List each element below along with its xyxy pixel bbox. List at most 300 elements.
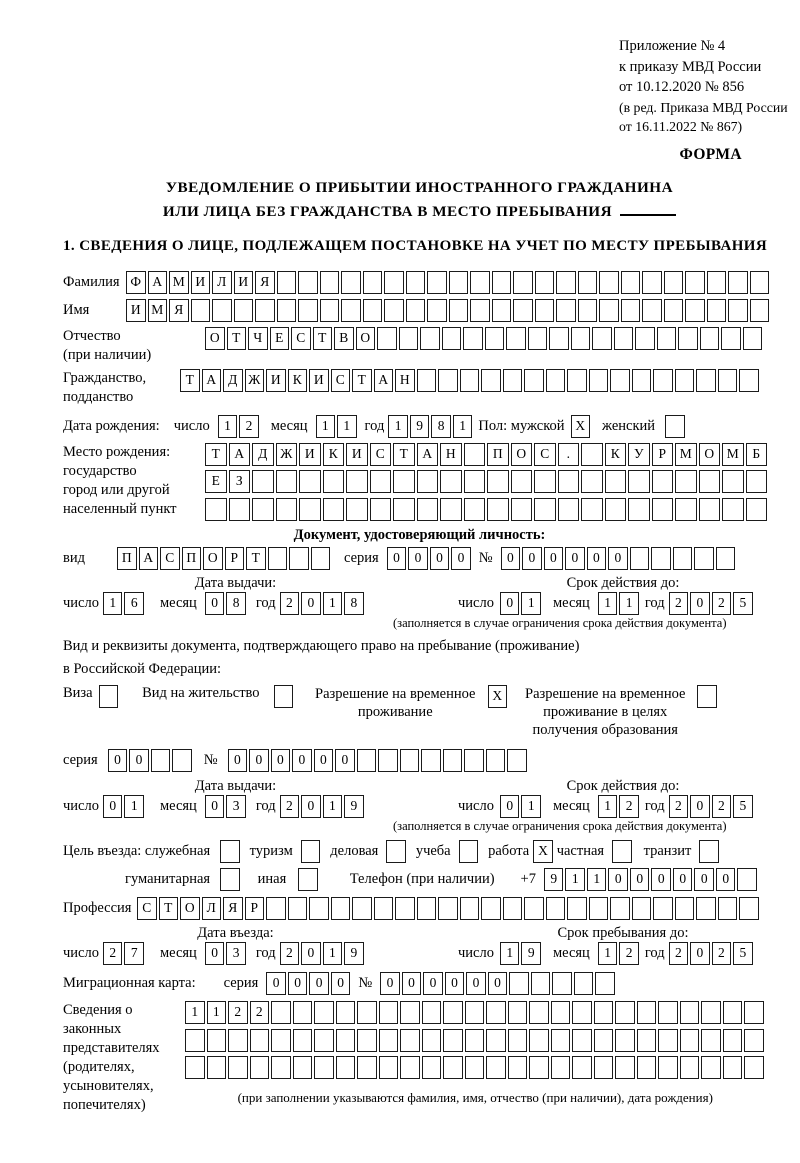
birthplace-row-1-cell-7[interactable]: И: [346, 443, 368, 466]
citizenship-cell-20[interactable]: [589, 369, 609, 392]
permit-valid-day-cell-2[interactable]: 1: [521, 795, 541, 818]
representatives-row-1-cell-20[interactable]: [594, 1001, 614, 1024]
representatives-row-2-cell-2[interactable]: [207, 1029, 227, 1052]
doc-valid-year-cell-3[interactable]: 2: [712, 592, 732, 615]
patronymic-cell-18[interactable]: [571, 327, 591, 350]
doc-type-cell-9[interactable]: [289, 547, 309, 570]
doc-type-cell-10[interactable]: [311, 547, 331, 570]
patronymic-cell-26[interactable]: [743, 327, 763, 350]
patronymic-cell-16[interactable]: [528, 327, 548, 350]
representatives-row-1-cell-4[interactable]: 2: [250, 1001, 270, 1024]
surname-cell-4[interactable]: И: [191, 271, 211, 294]
migration-number-cell-11[interactable]: [595, 972, 615, 995]
migration-number-cell-2[interactable]: 0: [402, 972, 422, 995]
firstname-cell-6[interactable]: [234, 299, 254, 322]
surname-cell-22[interactable]: [578, 271, 598, 294]
representatives-row-3-cell-25[interactable]: [701, 1056, 721, 1079]
birthplace-row-2-cell-11[interactable]: [440, 470, 462, 493]
birthplace-row-3-cell-1[interactable]: [205, 498, 227, 521]
doc-series-cell-1[interactable]: 0: [387, 547, 407, 570]
doc-valid-month-cell-1[interactable]: 1: [598, 592, 618, 615]
representatives-row-3-cell-14[interactable]: [465, 1056, 485, 1079]
phone-number-cell-8[interactable]: 0: [694, 868, 714, 891]
birthplace-row-3-cell-12[interactable]: [464, 498, 486, 521]
representatives-row-3-cell-4[interactable]: [250, 1056, 270, 1079]
citizenship-cell-1[interactable]: Т: [180, 369, 200, 392]
temp-residence-edu-checkbox[interactable]: [697, 685, 717, 708]
representatives-row-2-cell-13[interactable]: [443, 1029, 463, 1052]
representatives-row-2-cell-26[interactable]: [723, 1029, 743, 1052]
representatives-row-3-cell-15[interactable]: [486, 1056, 506, 1079]
birthplace-row-3-cell-4[interactable]: [276, 498, 298, 521]
migration-number-cell-1[interactable]: 0: [380, 972, 400, 995]
surname-cell-6[interactable]: И: [234, 271, 254, 294]
doc-issue-year-cell-2[interactable]: 0: [301, 592, 321, 615]
birthplace-row-3-cell-14[interactable]: [511, 498, 533, 521]
phone-number-cell-6[interactable]: 0: [651, 868, 671, 891]
permit-valid-year-cell-2[interactable]: 0: [690, 795, 710, 818]
firstname-cell-14[interactable]: [406, 299, 426, 322]
representatives-row-2-cell-11[interactable]: [400, 1029, 420, 1052]
surname-cell-28[interactable]: [707, 271, 727, 294]
phone-number-cell-5[interactable]: 0: [630, 868, 650, 891]
surname-cell-29[interactable]: [728, 271, 748, 294]
birthplace-row-3-cell-9[interactable]: [393, 498, 415, 521]
birthplace-row-3-cell-2[interactable]: [229, 498, 251, 521]
migration-series-cell-3[interactable]: 0: [309, 972, 329, 995]
phone-number-cell-3[interactable]: 1: [587, 868, 607, 891]
firstname-cell-22[interactable]: [578, 299, 598, 322]
profession-cell-27[interactable]: [696, 897, 716, 920]
surname-cell-30[interactable]: [750, 271, 770, 294]
patronymic-cell-25[interactable]: [721, 327, 741, 350]
permit-issue-month-cell-2[interactable]: 3: [226, 795, 246, 818]
profession-cell-11[interactable]: [352, 897, 372, 920]
representatives-row-1-cell-23[interactable]: [658, 1001, 678, 1024]
permit-number-cell-4[interactable]: 0: [292, 749, 312, 772]
birthplace-row-2-cell-12[interactable]: [464, 470, 486, 493]
profession-cell-5[interactable]: Я: [223, 897, 243, 920]
birthplace-row-2-cell-23[interactable]: [722, 470, 744, 493]
doc-type-cell-8[interactable]: [268, 547, 288, 570]
migration-number-cell-10[interactable]: [574, 972, 594, 995]
representatives-row-1-cell-5[interactable]: [271, 1001, 291, 1024]
representatives-row-1-cell-1[interactable]: 1: [185, 1001, 205, 1024]
profession-cell-28[interactable]: [718, 897, 738, 920]
permit-number-cell-13[interactable]: [486, 749, 506, 772]
birthplace-row-2-cell-2[interactable]: З: [229, 470, 251, 493]
representatives-row-1-cell-16[interactable]: [508, 1001, 528, 1024]
surname-cell-11[interactable]: [341, 271, 361, 294]
doc-number-cell-2[interactable]: 0: [522, 547, 542, 570]
representatives-row-2-cell-19[interactable]: [572, 1029, 592, 1052]
firstname-cell-7[interactable]: [255, 299, 275, 322]
permit-number-cell-7[interactable]: [357, 749, 377, 772]
representatives-row-3-cell-17[interactable]: [529, 1056, 549, 1079]
birthplace-row-2-cell-24[interactable]: [746, 470, 768, 493]
firstname-cell-28[interactable]: [707, 299, 727, 322]
representatives-row-3-cell-16[interactable]: [508, 1056, 528, 1079]
birthplace-row-1-cell-16[interactable]: .: [558, 443, 580, 466]
permit-number-cell-10[interactable]: [421, 749, 441, 772]
representatives-row-2-cell-27[interactable]: [744, 1029, 764, 1052]
birth-year-cell-1[interactable]: 1: [388, 415, 408, 438]
surname-cell-12[interactable]: [363, 271, 383, 294]
surname-cell-24[interactable]: [621, 271, 641, 294]
citizenship-cell-21[interactable]: [610, 369, 630, 392]
profession-cell-7[interactable]: [266, 897, 286, 920]
doc-number-cell-5[interactable]: 0: [587, 547, 607, 570]
doc-issue-day-cell-2[interactable]: 6: [124, 592, 144, 615]
profession-cell-24[interactable]: [632, 897, 652, 920]
doc-valid-month-cell-2[interactable]: 1: [619, 592, 639, 615]
birthplace-row-1-cell-20[interactable]: Р: [652, 443, 674, 466]
representatives-row-1-cell-21[interactable]: [615, 1001, 635, 1024]
doc-number-cell-10[interactable]: [694, 547, 714, 570]
representatives-row-2-cell-25[interactable]: [701, 1029, 721, 1052]
citizenship-cell-25[interactable]: [696, 369, 716, 392]
surname-cell-26[interactable]: [664, 271, 684, 294]
stay-day-cell-1[interactable]: 1: [500, 942, 520, 965]
residence-permit-checkbox[interactable]: [274, 685, 294, 708]
birthplace-row-1-cell-3[interactable]: Д: [252, 443, 274, 466]
birthplace-row-3-cell-23[interactable]: [722, 498, 744, 521]
representatives-row-2-cell-17[interactable]: [529, 1029, 549, 1052]
doc-type-cell-7[interactable]: Т: [246, 547, 266, 570]
doc-type-cell-2[interactable]: А: [139, 547, 159, 570]
doc-type-cell-4[interactable]: П: [182, 547, 202, 570]
patronymic-cell-1[interactable]: О: [205, 327, 225, 350]
firstname-cell-2[interactable]: М: [148, 299, 168, 322]
birthplace-row-2-cell-14[interactable]: [511, 470, 533, 493]
permit-series-cell-3[interactable]: [151, 749, 171, 772]
profession-cell-10[interactable]: [331, 897, 351, 920]
permit-issue-month-cell-1[interactable]: 0: [205, 795, 225, 818]
permit-number-cell-11[interactable]: [443, 749, 463, 772]
doc-number-cell-9[interactable]: [673, 547, 693, 570]
firstname-cell-29[interactable]: [728, 299, 748, 322]
representatives-row-2-cell-12[interactable]: [422, 1029, 442, 1052]
profession-cell-20[interactable]: [546, 897, 566, 920]
representatives-row-2-cell-22[interactable]: [637, 1029, 657, 1052]
representatives-row-2-cell-18[interactable]: [551, 1029, 571, 1052]
citizenship-cell-16[interactable]: [503, 369, 523, 392]
representatives-row-2-cell-10[interactable]: [379, 1029, 399, 1052]
citizenship-cell-4[interactable]: Ж: [245, 369, 265, 392]
citizenship-cell-19[interactable]: [567, 369, 587, 392]
representatives-row-1-cell-3[interactable]: 2: [228, 1001, 248, 1024]
profession-cell-14[interactable]: [417, 897, 437, 920]
birthplace-row-3-cell-20[interactable]: [652, 498, 674, 521]
temp-residence-checkbox[interactable]: X: [488, 685, 508, 708]
patronymic-cell-24[interactable]: [700, 327, 720, 350]
surname-cell-3[interactable]: М: [169, 271, 189, 294]
birthplace-row-2-cell-13[interactable]: [487, 470, 509, 493]
birthplace-row-1-cell-24[interactable]: Б: [746, 443, 768, 466]
migration-number-cell-6[interactable]: 0: [488, 972, 508, 995]
birthplace-row-3-cell-13[interactable]: [487, 498, 509, 521]
stay-year-cell-2[interactable]: 0: [690, 942, 710, 965]
permit-valid-year-cell-3[interactable]: 2: [712, 795, 732, 818]
representatives-row-3-cell-1[interactable]: [185, 1056, 205, 1079]
doc-issue-day-cell-1[interactable]: 1: [103, 592, 123, 615]
permit-issue-day-cell-2[interactable]: 1: [124, 795, 144, 818]
birthplace-row-1-cell-13[interactable]: П: [487, 443, 509, 466]
firstname-cell-18[interactable]: [492, 299, 512, 322]
citizenship-cell-18[interactable]: [546, 369, 566, 392]
doc-issue-month-cell-2[interactable]: 8: [226, 592, 246, 615]
citizenship-cell-7[interactable]: И: [309, 369, 329, 392]
doc-valid-day-cell-1[interactable]: 0: [500, 592, 520, 615]
birthplace-row-3-cell-22[interactable]: [699, 498, 721, 521]
migration-series-cell-1[interactable]: 0: [266, 972, 286, 995]
doc-series-cell-2[interactable]: 0: [408, 547, 428, 570]
firstname-cell-8[interactable]: [277, 299, 297, 322]
profession-cell-2[interactable]: Т: [159, 897, 179, 920]
representatives-row-2-cell-14[interactable]: [465, 1029, 485, 1052]
surname-cell-19[interactable]: [513, 271, 533, 294]
birthplace-row-3-cell-5[interactable]: [299, 498, 321, 521]
citizenship-cell-2[interactable]: А: [202, 369, 222, 392]
birthplace-row-2-cell-17[interactable]: [581, 470, 603, 493]
representatives-row-2-cell-20[interactable]: [594, 1029, 614, 1052]
birthplace-row-1-cell-21[interactable]: М: [675, 443, 697, 466]
representatives-row-1-cell-6[interactable]: [293, 1001, 313, 1024]
citizenship-cell-10[interactable]: А: [374, 369, 394, 392]
stay-day-cell-2[interactable]: 9: [521, 942, 541, 965]
entry-year-cell-4[interactable]: 9: [344, 942, 364, 965]
representatives-row-1-cell-11[interactable]: [400, 1001, 420, 1024]
doc-valid-day-cell-2[interactable]: 1: [521, 592, 541, 615]
firstname-cell-16[interactable]: [449, 299, 469, 322]
doc-issue-month-cell-1[interactable]: 0: [205, 592, 225, 615]
representatives-row-1-cell-26[interactable]: [723, 1001, 743, 1024]
doc-number-cell-6[interactable]: 0: [608, 547, 628, 570]
representatives-row-3-cell-13[interactable]: [443, 1056, 463, 1079]
representatives-row-2-cell-3[interactable]: [228, 1029, 248, 1052]
permit-valid-month-cell-2[interactable]: 2: [619, 795, 639, 818]
profession-cell-3[interactable]: О: [180, 897, 200, 920]
surname-cell-25[interactable]: [642, 271, 662, 294]
citizenship-cell-24[interactable]: [675, 369, 695, 392]
representatives-row-2-cell-1[interactable]: [185, 1029, 205, 1052]
representatives-row-1-cell-24[interactable]: [680, 1001, 700, 1024]
doc-series-cell-3[interactable]: 0: [430, 547, 450, 570]
surname-cell-16[interactable]: [449, 271, 469, 294]
migration-number-cell-8[interactable]: [531, 972, 551, 995]
representatives-row-3-cell-12[interactable]: [422, 1056, 442, 1079]
birthplace-row-1-cell-14[interactable]: О: [511, 443, 533, 466]
doc-type-cell-6[interactable]: Р: [225, 547, 245, 570]
representatives-row-3-cell-21[interactable]: [615, 1056, 635, 1079]
stay-year-cell-1[interactable]: 2: [669, 942, 689, 965]
profession-cell-4[interactable]: Л: [202, 897, 222, 920]
patronymic-cell-6[interactable]: Т: [313, 327, 333, 350]
profession-cell-22[interactable]: [589, 897, 609, 920]
patronymic-cell-7[interactable]: В: [334, 327, 354, 350]
surname-cell-2[interactable]: А: [148, 271, 168, 294]
representatives-row-1-cell-9[interactable]: [357, 1001, 377, 1024]
representatives-row-3-cell-11[interactable]: [400, 1056, 420, 1079]
profession-cell-9[interactable]: [309, 897, 329, 920]
permit-number-cell-14[interactable]: [507, 749, 527, 772]
surname-cell-5[interactable]: Л: [212, 271, 232, 294]
migration-number-cell-3[interactable]: 0: [423, 972, 443, 995]
birthplace-row-2-cell-22[interactable]: [699, 470, 721, 493]
citizenship-cell-17[interactable]: [524, 369, 544, 392]
patronymic-cell-22[interactable]: [657, 327, 677, 350]
migration-number-cell-4[interactable]: 0: [445, 972, 465, 995]
representatives-row-3-cell-9[interactable]: [357, 1056, 377, 1079]
gender-male-checkbox[interactable]: X: [571, 415, 591, 438]
firstname-cell-15[interactable]: [427, 299, 447, 322]
patronymic-cell-10[interactable]: [399, 327, 419, 350]
representatives-row-3-cell-8[interactable]: [336, 1056, 356, 1079]
firstname-cell-23[interactable]: [599, 299, 619, 322]
patronymic-cell-4[interactable]: Е: [270, 327, 290, 350]
representatives-row-1-cell-19[interactable]: [572, 1001, 592, 1024]
surname-cell-1[interactable]: Ф: [126, 271, 146, 294]
representatives-row-1-cell-7[interactable]: [314, 1001, 334, 1024]
profession-cell-21[interactable]: [567, 897, 587, 920]
birth-month-cell-1[interactable]: 1: [316, 415, 336, 438]
purpose-humanitarian-checkbox[interactable]: [220, 868, 240, 891]
firstname-cell-24[interactable]: [621, 299, 641, 322]
representatives-row-1-cell-17[interactable]: [529, 1001, 549, 1024]
representatives-row-2-cell-23[interactable]: [658, 1029, 678, 1052]
entry-day-cell-2[interactable]: 7: [124, 942, 144, 965]
representatives-row-2-cell-16[interactable]: [508, 1029, 528, 1052]
birthplace-row-1-cell-18[interactable]: К: [605, 443, 627, 466]
firstname-cell-26[interactable]: [664, 299, 684, 322]
firstname-cell-3[interactable]: Я: [169, 299, 189, 322]
doc-number-cell-1[interactable]: 0: [501, 547, 521, 570]
doc-issue-year-cell-1[interactable]: 2: [280, 592, 300, 615]
birth-year-cell-3[interactable]: 8: [431, 415, 451, 438]
birthplace-row-1-cell-17[interactable]: [581, 443, 603, 466]
entry-year-cell-1[interactable]: 2: [280, 942, 300, 965]
birthplace-row-2-cell-16[interactable]: [558, 470, 580, 493]
phone-number-cell-10[interactable]: [737, 868, 757, 891]
permit-valid-month-cell-1[interactable]: 1: [598, 795, 618, 818]
profession-cell-26[interactable]: [675, 897, 695, 920]
birthplace-row-1-cell-22[interactable]: О: [699, 443, 721, 466]
citizenship-cell-3[interactable]: Д: [223, 369, 243, 392]
surname-cell-14[interactable]: [406, 271, 426, 294]
surname-cell-7[interactable]: Я: [255, 271, 275, 294]
surname-cell-13[interactable]: [384, 271, 404, 294]
representatives-row-1-cell-14[interactable]: [465, 1001, 485, 1024]
birthplace-row-2-cell-10[interactable]: [417, 470, 439, 493]
birthplace-row-3-cell-16[interactable]: [558, 498, 580, 521]
firstname-cell-5[interactable]: [212, 299, 232, 322]
doc-type-cell-5[interactable]: О: [203, 547, 223, 570]
doc-number-cell-8[interactable]: [651, 547, 671, 570]
representatives-row-2-cell-5[interactable]: [271, 1029, 291, 1052]
birthplace-row-2-cell-15[interactable]: [534, 470, 556, 493]
surname-cell-27[interactable]: [685, 271, 705, 294]
birth-day-cell-2[interactable]: 2: [239, 415, 259, 438]
representatives-row-2-cell-4[interactable]: [250, 1029, 270, 1052]
profession-cell-16[interactable]: [460, 897, 480, 920]
permit-valid-year-cell-4[interactable]: 5: [733, 795, 753, 818]
profession-cell-19[interactable]: [524, 897, 544, 920]
representatives-row-3-cell-5[interactable]: [271, 1056, 291, 1079]
representatives-row-1-cell-18[interactable]: [551, 1001, 571, 1024]
representatives-row-3-cell-19[interactable]: [572, 1056, 592, 1079]
firstname-cell-1[interactable]: И: [126, 299, 146, 322]
phone-number-cell-2[interactable]: 1: [565, 868, 585, 891]
birthplace-row-1-cell-9[interactable]: Т: [393, 443, 415, 466]
citizenship-cell-15[interactable]: [481, 369, 501, 392]
doc-number-cell-11[interactable]: [716, 547, 736, 570]
birthplace-row-1-cell-12[interactable]: [464, 443, 486, 466]
permit-series-cell-4[interactable]: [172, 749, 192, 772]
surname-cell-20[interactable]: [535, 271, 555, 294]
permit-number-cell-9[interactable]: [400, 749, 420, 772]
firstname-cell-30[interactable]: [750, 299, 770, 322]
firstname-cell-9[interactable]: [298, 299, 318, 322]
patronymic-cell-17[interactable]: [549, 327, 569, 350]
purpose-official-checkbox[interactable]: [220, 840, 240, 863]
doc-valid-year-cell-4[interactable]: 5: [733, 592, 753, 615]
representatives-row-2-cell-9[interactable]: [357, 1029, 377, 1052]
purpose-work-checkbox[interactable]: X: [533, 840, 553, 863]
profession-cell-6[interactable]: Р: [245, 897, 265, 920]
surname-cell-17[interactable]: [470, 271, 490, 294]
stay-year-cell-3[interactable]: 2: [712, 942, 732, 965]
profession-cell-13[interactable]: [395, 897, 415, 920]
permit-issue-year-cell-1[interactable]: 2: [280, 795, 300, 818]
representatives-row-3-cell-3[interactable]: [228, 1056, 248, 1079]
birthplace-row-3-cell-24[interactable]: [746, 498, 768, 521]
representatives-row-3-cell-23[interactable]: [658, 1056, 678, 1079]
birthplace-row-3-cell-15[interactable]: [534, 498, 556, 521]
representatives-row-2-cell-24[interactable]: [680, 1029, 700, 1052]
representatives-row-1-cell-22[interactable]: [637, 1001, 657, 1024]
citizenship-cell-13[interactable]: [438, 369, 458, 392]
birthplace-row-2-cell-4[interactable]: [276, 470, 298, 493]
birthplace-row-3-cell-10[interactable]: [417, 498, 439, 521]
firstname-cell-10[interactable]: [320, 299, 340, 322]
patronymic-cell-19[interactable]: [592, 327, 612, 350]
birthplace-row-2-cell-5[interactable]: [299, 470, 321, 493]
citizenship-cell-8[interactable]: С: [331, 369, 351, 392]
birthplace-row-1-cell-5[interactable]: И: [299, 443, 321, 466]
birthplace-row-1-cell-23[interactable]: М: [722, 443, 744, 466]
surname-cell-8[interactable]: [277, 271, 297, 294]
representatives-row-2-cell-15[interactable]: [486, 1029, 506, 1052]
doc-number-cell-3[interactable]: 0: [544, 547, 564, 570]
birthplace-row-2-cell-18[interactable]: [605, 470, 627, 493]
representatives-row-3-cell-27[interactable]: [744, 1056, 764, 1079]
profession-cell-8[interactable]: [288, 897, 308, 920]
birthplace-row-3-cell-8[interactable]: [370, 498, 392, 521]
doc-number-cell-7[interactable]: [630, 547, 650, 570]
firstname-cell-17[interactable]: [470, 299, 490, 322]
visa-checkbox[interactable]: [99, 685, 119, 708]
doc-type-cell-3[interactable]: С: [160, 547, 180, 570]
patronymic-cell-15[interactable]: [506, 327, 526, 350]
patronymic-cell-3[interactable]: Ч: [248, 327, 268, 350]
birthplace-row-1-cell-1[interactable]: Т: [205, 443, 227, 466]
representatives-row-1-cell-27[interactable]: [744, 1001, 764, 1024]
birthplace-row-2-cell-6[interactable]: [323, 470, 345, 493]
representatives-row-3-cell-10[interactable]: [379, 1056, 399, 1079]
gender-female-checkbox[interactable]: [665, 415, 685, 438]
patronymic-cell-11[interactable]: [420, 327, 440, 350]
birthplace-row-2-cell-21[interactable]: [675, 470, 697, 493]
